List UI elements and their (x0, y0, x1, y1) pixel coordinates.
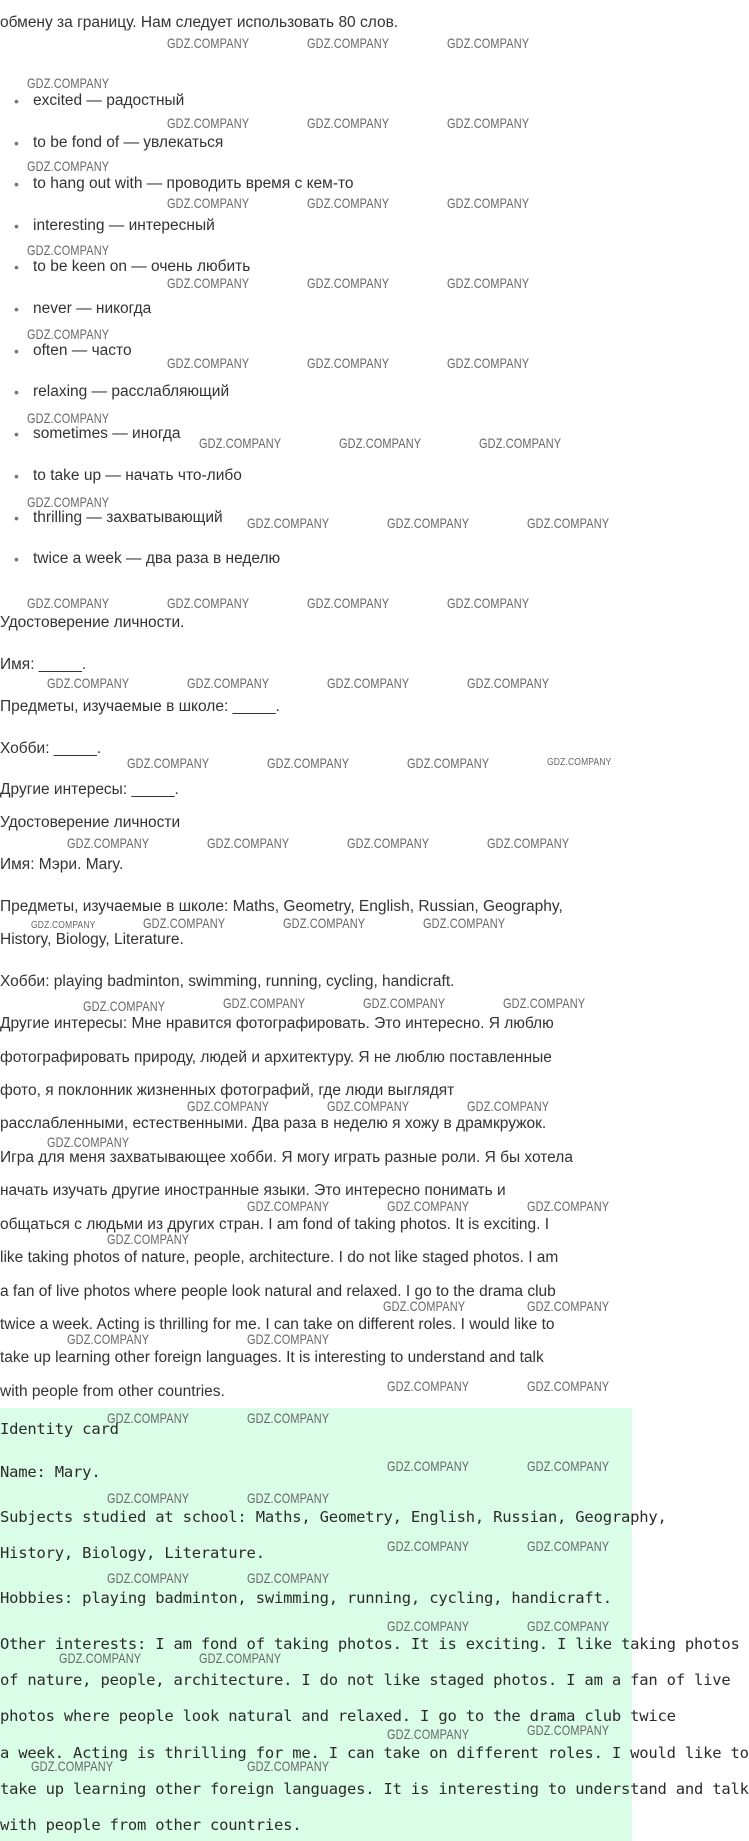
bullet-icon: • (14, 259, 19, 275)
bullet-icon: • (14, 93, 19, 109)
watermark: GDZ.COMPANY (167, 275, 250, 291)
watermark: GDZ.COMPANY (527, 1378, 610, 1394)
watermark: GDZ.COMPANY (527, 1198, 610, 1214)
watermark: GDZ.COMPANY (467, 675, 550, 691)
watermark: GDZ.COMPANY (447, 35, 530, 51)
watermark: GDZ.COMPANY (247, 1198, 330, 1214)
filled-hobbies: Хобби: playing badminton, swimming, running, cycling, handicraft. (0, 973, 455, 990)
watermark: GDZ.COMPANY (447, 595, 530, 611)
watermark: GDZ.COMPANY (107, 1570, 190, 1586)
watermark: GDZ.COMPANY (223, 995, 306, 1011)
watermark: GDZ.COMPANY (547, 757, 612, 768)
watermark: GDZ.COMPANY (487, 835, 570, 851)
watermark: GDZ.COMPANY (267, 755, 350, 771)
watermark: GDZ.COMPANY (307, 35, 390, 51)
watermark: GDZ.COMPANY (387, 1538, 470, 1554)
watermark: GDZ.COMPANY (527, 1722, 610, 1738)
watermark: GDZ.COMPANY (199, 435, 282, 451)
english-title: Identity card (0, 1420, 119, 1438)
watermark: GDZ.COMPANY (31, 920, 96, 931)
watermark: GDZ.COMPANY (143, 915, 226, 931)
watermark: GDZ.COMPANY (107, 1410, 190, 1426)
watermark: GDZ.COMPANY (207, 835, 290, 851)
watermark: GDZ.COMPANY (187, 1098, 270, 1114)
watermark: GDZ.COMPANY (447, 275, 530, 291)
watermark: GDZ.COMPANY (167, 115, 250, 131)
watermark: GDZ.COMPANY (31, 1758, 114, 1774)
bullet-icon: • (14, 468, 19, 484)
watermark: GDZ.COMPANY (447, 195, 530, 211)
watermark: GDZ.COMPANY (27, 158, 110, 174)
watermark: GDZ.COMPANY (339, 435, 422, 451)
watermark: GDZ.COMPANY (327, 675, 410, 691)
watermark: GDZ.COMPANY (407, 755, 490, 771)
watermark: GDZ.COMPANY (383, 1298, 466, 1314)
watermark: GDZ.COMPANY (167, 355, 250, 371)
watermark: GDZ.COMPANY (447, 115, 530, 131)
bullet-icon: • (14, 426, 19, 442)
watermark: GDZ.COMPANY (327, 1098, 410, 1114)
bullet-icon: • (14, 301, 19, 317)
english-other-interests: Other interests: I am fond of taking photos. It is exciting. I like taking photos of nature, people, architecture. I do not like staged photos. I am a fan of live photos where people look natural and relaxed. I go to the drama club twice a week. Acting is thrilling for me. I can take on different roles. I would like to take up learning other foreign languages. It is interesting to understand and talk with people from other countries. (0, 1635, 749, 1834)
watermark: GDZ.COMPANY (387, 1198, 470, 1214)
watermark: GDZ.COMPANY (247, 515, 330, 531)
watermark: GDZ.COMPANY (167, 35, 250, 51)
watermark: GDZ.COMPANY (307, 195, 390, 211)
watermark: GDZ.COMPANY (83, 998, 166, 1014)
template-title: Удостоверение личности. (0, 614, 185, 631)
watermark: GDZ.COMPANY (527, 515, 610, 531)
filled-subjects-1: Предметы, изучаемые в школе: Maths, Geometry, English, Russian, Geography, (0, 898, 563, 915)
english-name: Name: Mary. (0, 1463, 101, 1481)
bullet-icon: • (14, 218, 19, 234)
document-page: обмену за границу. Нам следует использовать 80 слов. • excited — радостный • to be fond of — увлекаться • to hang out with — проводить время с кем-то • interesting — интересный • to be keen on — очень любить • never — никогда • often — часто • relaxing — расслабляющий • sometimes — иногда • to take up — начать что-либо • thrilling — захватывающий • twice a week — два раза в неделю Удостоверение личности. Имя: _____. Предметы, изучаемые в школе: _____. Хобби: _____. Другие интересы: _____. Удостоверение личности Имя: Мэри. Mary. Предметы, изучаемые в школе: Maths, Geometry, English, Russian, Geography, History, Biology, Literature. Хобби: playing badminton, swimming, running, cycling, handicraft. Другие интересы: Мне нравится фотографировать. Это интересно. Я люблю фотографировать природу, людей и архитектуру. Я не люблю поставленные фото, я поклонник жизненных фотографий, где люди выглядят расслабленными, естественными. Два раза в неделю я хожу в драмкружок. Игра для меня захватывающее хобби. Я могу играть разные роли. Я бы хотела начать изучать другие иностранные языки. Это интересно понимать и общаться с людьми из других стран. I am fond of taking photos. It is exciting. I like taking photos of nature, people, architecture. I do not like staged photos. I am a fan of live photos where people look natural and relaxed. I go to the drama club twice a week. Acting is thrilling for me. I can take on different roles. I would like to take up learning other foreign languages. It is interesting to understand and talk with people from other countries. Identity card Name: Mary. Subjects studied at school: Maths, Geometry, English, Russian, Geography, History, Biology, Literature. Hobbies: playing badminton, swimming, running, cycling, handicraft. Other interests: I am fond of taking photos. It is exciting. I like taking photos of nature, people, architecture. I do not like staged photos. I am a fan of live photos where people look natural and relaxed. I go to the drama club twice a week. Acting is thrilling for me. I can take on different roles. I would like to take up learning other foreign languages. It is interesting to understand and talk with people from other countries. GDZ.COMPANY GDZ.COMPANY GDZ.COMPANY GDZ.COMPANY GDZ.COMPANY GDZ.COMPANY GDZ.COMPANY GDZ.COMPANY GDZ.COMPANY GDZ.COMPANY GDZ.COMPANY GDZ.COMPANY GDZ.COMPANY GDZ.COMPANY GDZ.COMPANY GDZ.COMPANY GDZ.COMPANY GDZ.COMPANY GDZ.COMPANY GDZ.COMPANY GDZ.COMPANY GDZ.COMPANY GDZ.COMPANY GDZ.COMPANY GDZ.COMPANY GDZ.COMPANY GDZ.COMPANY GDZ.COMPANY GDZ.COMPANY GDZ.COMPANY GDZ.COMPANY GDZ.COMPANY GDZ.COMPANY GDZ.COMPANY GDZ.COMPANY GDZ.COMPANY GDZ.COMPANY GDZ.COMPANY GDZ.COMPANY GDZ.COMPANY GDZ.COMPANY GDZ.COMPANY GDZ.COMPANY GDZ.COMPANY GDZ.COMPANY GDZ.COMPANY GDZ.COMPANY GDZ.COMPANY GDZ.COMPANY GDZ.COMPANY GDZ.COMPANY GDZ.COMPANY GDZ.COMPANY GDZ.COMPANY GDZ.COMPANY GDZ.COMPANY GDZ.COMPANY GDZ.COMPANY GDZ.COMPANY GDZ.COMPANY GDZ.COMPANY GDZ.COMPANY GDZ.COMPANY GDZ.COMPANY GDZ.COMPANY GDZ.COMPANY GDZ.COMPANY GDZ.COMPANY GDZ.COMPANY GDZ.COMPANY GDZ.COMPANY GDZ.COMPANY GDZ.COMPANY GDZ.COMPANY GDZ.COMPANY GDZ.COMPANY GDZ.COMPANY GDZ.COMPANY GDZ.COMPANY GDZ.COMPANY GDZ.COMPANY GDZ.COMPANY GDZ.COMPANY (0, 0, 632, 1841)
watermark: GDZ.COMPANY (107, 1490, 190, 1506)
watermark: GDZ.COMPANY (67, 1331, 150, 1347)
watermark: GDZ.COMPANY (59, 1650, 142, 1666)
watermark: GDZ.COMPANY (247, 1331, 330, 1347)
filled-subjects-2: History, Biology, Literature. (0, 931, 184, 948)
watermark: GDZ.COMPANY (387, 1378, 470, 1394)
watermark: GDZ.COMPANY (363, 995, 446, 1011)
watermark: GDZ.COMPANY (467, 1098, 550, 1114)
watermark: GDZ.COMPANY (27, 326, 110, 342)
bullet-icon: • (14, 176, 19, 192)
watermark: GDZ.COMPANY (247, 1570, 330, 1586)
filled-name: Имя: Мэри. Mary. (0, 856, 124, 873)
watermark: GDZ.COMPANY (47, 675, 130, 691)
bullet-icon: • (14, 384, 19, 400)
bullet-icon: • (14, 135, 19, 151)
bullet-icon: • (14, 343, 19, 359)
watermark: GDZ.COMPANY (423, 915, 506, 931)
bullet-icon: • (14, 510, 19, 526)
watermark: GDZ.COMPANY (307, 595, 390, 611)
template-name: Имя: _____. (0, 656, 87, 673)
watermark: GDZ.COMPANY (527, 1538, 610, 1554)
watermark: GDZ.COMPANY (27, 410, 110, 426)
intro-text: обмену за границу. Нам следует использовать 80 слов. (0, 14, 399, 31)
watermark: GDZ.COMPANY (247, 1410, 330, 1426)
filled-title: Удостоверение личности (0, 814, 181, 831)
watermark: GDZ.COMPANY (387, 1726, 470, 1742)
watermark: GDZ.COMPANY (167, 195, 250, 211)
template-subjects: Предметы, изучаемые в школе: _____. (0, 698, 280, 715)
bullet-icon: • (14, 551, 19, 567)
watermark: GDZ.COMPANY (67, 835, 150, 851)
english-subjects-1: Subjects studied at school: Maths, Geometry, English, Russian, Geography, (0, 1508, 667, 1526)
watermark: GDZ.COMPANY (307, 115, 390, 131)
watermark: GDZ.COMPANY (347, 835, 430, 851)
watermark: GDZ.COMPANY (247, 1490, 330, 1506)
watermark: GDZ.COMPANY (27, 494, 110, 510)
watermark: GDZ.COMPANY (247, 1758, 330, 1774)
watermark: GDZ.COMPANY (307, 275, 390, 291)
english-hobbies: Hobbies: playing badminton, swimming, running, cycling, handicraft. (0, 1589, 612, 1607)
watermark: GDZ.COMPANY (479, 435, 562, 451)
watermark: GDZ.COMPANY (387, 1618, 470, 1634)
watermark: GDZ.COMPANY (387, 515, 470, 531)
watermark: GDZ.COMPANY (527, 1298, 610, 1314)
filled-other-interests: Другие интересы: Мне нравится фотографировать. Это интересно. Я люблю фотографировать природу, людей и архитектуру. Я не люблю поставленные фото, я поклонник жизненных фотографий, где люди выглядят расслабленными, естественными. Два раза в неделю я хожу в драмкружок. Игра для меня захватывающее хобби. Я могу играть разные роли. Я бы хотела начать изучать другие иностранные языки. Это интересно понимать и общаться с людьми из других стран. I am fond of taking photos. It is exciting. I like taking photos of nature, people, architecture. I do not like staged photos. I am a fan of live photos where people look natural and relaxed. I go to the drama club twice a week. Acting is thrilling for me. I can take on different roles. I would like to take up learning other foreign languages. It is interesting to understand and talk with people from other countries. (0, 1015, 573, 1400)
watermark: GDZ.COMPANY (387, 1458, 470, 1474)
watermark: GDZ.COMPANY (447, 355, 530, 371)
english-subjects-2: History, Biology, Literature. (0, 1544, 265, 1562)
watermark: GDZ.COMPANY (167, 595, 250, 611)
watermark: GDZ.COMPANY (199, 1650, 282, 1666)
watermark: GDZ.COMPANY (127, 755, 210, 771)
watermark: GDZ.COMPANY (107, 1231, 190, 1247)
watermark: GDZ.COMPANY (187, 675, 270, 691)
watermark: GDZ.COMPANY (47, 1134, 130, 1150)
template-other: Другие интересы: _____. (0, 781, 179, 798)
watermark: GDZ.COMPANY (27, 242, 110, 258)
watermark: GDZ.COMPANY (283, 915, 366, 931)
template-hobbies: Хобби: _____. (0, 740, 102, 757)
watermark: GDZ.COMPANY (527, 1618, 610, 1634)
watermark: GDZ.COMPANY (307, 355, 390, 371)
watermark: GDZ.COMPANY (503, 995, 586, 1011)
watermark: GDZ.COMPANY (27, 595, 110, 611)
watermark: GDZ.COMPANY (527, 1458, 610, 1474)
watermark: GDZ.COMPANY (27, 75, 110, 91)
